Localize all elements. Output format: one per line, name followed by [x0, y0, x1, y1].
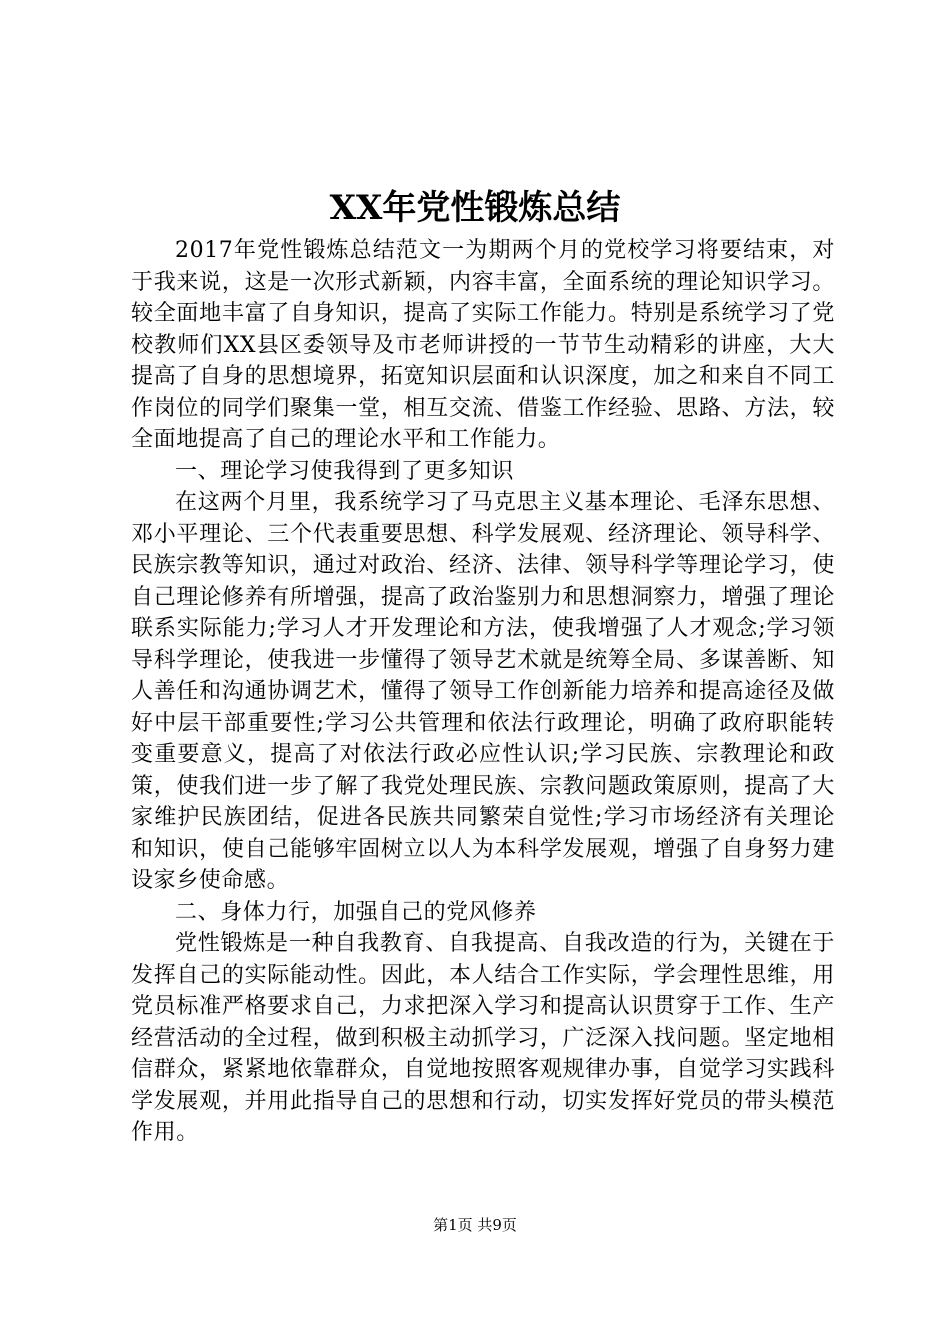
document-body — [131, 235, 835, 1149]
section-heading-1: 一、理论学习使我得到了更多知识 — [175, 458, 515, 484]
section-heading-2: 二、身体力行，加强自己的党风修养 — [175, 899, 537, 925]
paragraph-section-1: 在这两个月里，我系统学习了马克思主义基本理论、毛泽东思想、邓小平理论、三个代表重要思想、科学发展观、经济理论、领导科学、民族宗教等知识，通过对政治、经济、法律、领导科学等理论学习，使自己理论修养有所增强，提高了政治鉴别力和思想洞察力，增强了理论联系实际能力;学习人才开发理论和方法，使我增强了人才观念;学习领导科学理论，使我进一步懂得了领导艺术就是统筹全局、多谋善断、知人善任和沟通协调艺术，懂得了领导工作创新能力培养和提高途径及做好中层干部重要性;学习公共管理和依法行政理论，明确了政府职能转变重要意义，提高了对依法行政必应性认识;学习民族、宗教理论和政策，使我们进一步了解了我党处理民族、宗教问题政策原则，提高了大家维护民族团结，促进各民族共同繁荣自觉性;学习市场经济有关理论和知识，使自己能够牢固树立以人为本科学发展观，增强了自身努力建设家乡使命感。 — [131, 490, 835, 893]
page-footer: 第1页 共9页 — [433, 1216, 517, 1234]
document-title: XX年党性锻炼总结 — [329, 188, 621, 228]
paragraph-section-2: 党性锻炼是一种自我教育、自我提高、自我改造的行为，关键在于发挥自己的实际能动性。因此，本人结合工作实际，学会理性思维，用党员标准严格要求自己，力求把深入学习和提高认识贯穿于工作、生产经营活动的全过程，做到积极主动抓学习，广泛深入找问题。坚定地相信群众，紧紧地依靠群众，自觉地按照客观规律办事，自觉学习实践科学发展观，并用此指导自己的思想和行动，切实发挥好党员的带头模范作用。 — [131, 931, 835, 1145]
paragraph-intro: 2017年党性锻炼总结范文一为期两个月的党校学习将要结束，对于我来说，这是一次形式新颖，内容丰富，全面系统的理论知识学习。较全面地丰富了自身知识，提高了实际工作能力。特别是系统学习了党校教师们XX县区委领导及市老师讲授的一节节生动精彩的讲座，大大提高了自身的思想境界，拓宽知识层面和认识深度，加之和来自不同工作岗位的同学们聚集一堂，相互交流、借鉴工作经验、思路、方法，较全面地提高了自己的理论水平和工作能力。 — [131, 238, 835, 452]
